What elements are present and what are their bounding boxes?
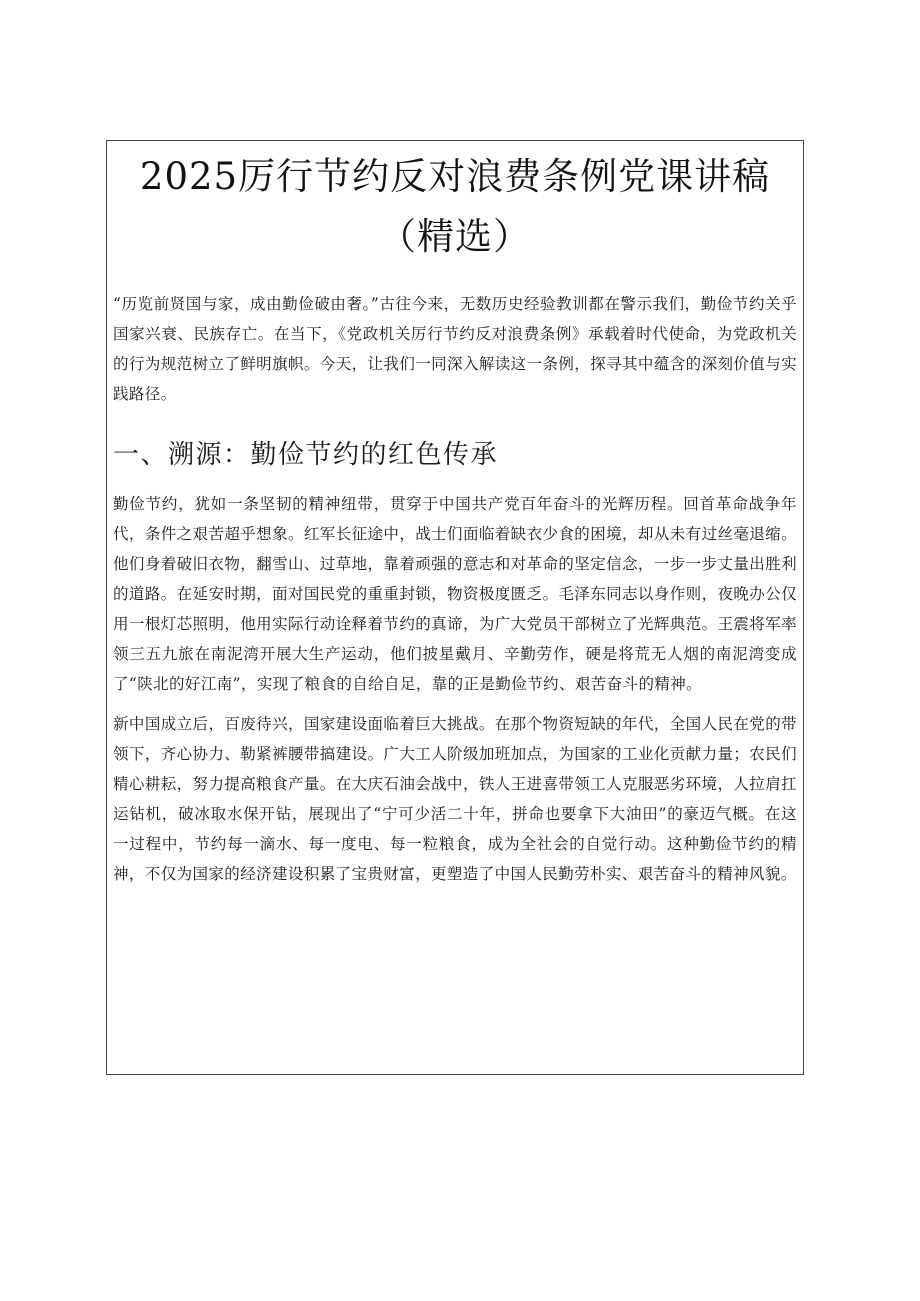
document-frame: [106, 140, 804, 1075]
intro-paragraph: “历览前贤国与家，成由勤俭破由奢。”古往今来，无数历史经验教训都在警示我们，勤俭节约关乎国家兴衰、民族存亡。在当下，《党政机关厉行节约反对浪费条例》承载着时代使命，为党政机关的行为规范树立了鲜明旗帜。今天，让我们一同深入解读这一条例，探寻其中蕴含的深刻价值与实践路径。: [113, 295, 797, 403]
section-heading: 一、溯源：勤俭节约的红色传承: [113, 440, 499, 470]
body-paragraph: 勤俭节约，犹如一条坚韧的精神纽带，贯穿于中国共产党百年奋斗的光辉历程。回首革命战争年代，条件之艰苦超乎想象。红军长征途中，战士们面临着缺衣少食的困境，却从未有过丝毫退缩。他们身着破旧衣物，翻雪山、过草地，靠着顽强的意志和对革命的坚定信念，一步一步丈量出胜利的道路。在延安时期，面对国民党的重重封锁，物资极度匮乏。毛泽东同志以身作则，夜晚办公仅用一根灯芯照明，他用实际行动诠释着节约的真谛，为广大党员干部树立了光辉典范。王震将军率领三五九旅在南泥湾开展大生产运动，他们披星戴月、辛勤劳作，硬是将荒无人烟的南泥湾变成了“陕北的好江南”，实现了粮食的自给自足，靠的正是勤俭节约、艰苦奋斗的精神。: [113, 495, 797, 693]
document-title: 2025厉行节约反对浪费条例党课讲稿（精选）: [139, 155, 771, 258]
body-paragraph: 新中国成立后，百废待兴，国家建设面临着巨大挑战。在那个物资短缺的年代，全国人民在党的带领下，齐心协力、勒紧裤腰带搞建设。广大工人阶级加班加点，为国家的工业化贡献力量；农民们精心耕耘，努力提高粮食产量。在大庆石油会战中，铁人王进喜带领工人克服恶劣环境，人拉肩扛运钻机，破冰取水保开钻，展现出了“宁可少活二十年，拼命也要拿下大油田”的豪迈气概。在这一过程中，节约每一滴水、每一度电、每一粒粮食，成为全社会的自觉行动。这种勤俭节约的精神，不仅为国家的经济建设积累了宝贵财富，更塑造了中国人民勤劳朴实、艰苦奋斗的精神风貌。: [113, 715, 797, 883]
